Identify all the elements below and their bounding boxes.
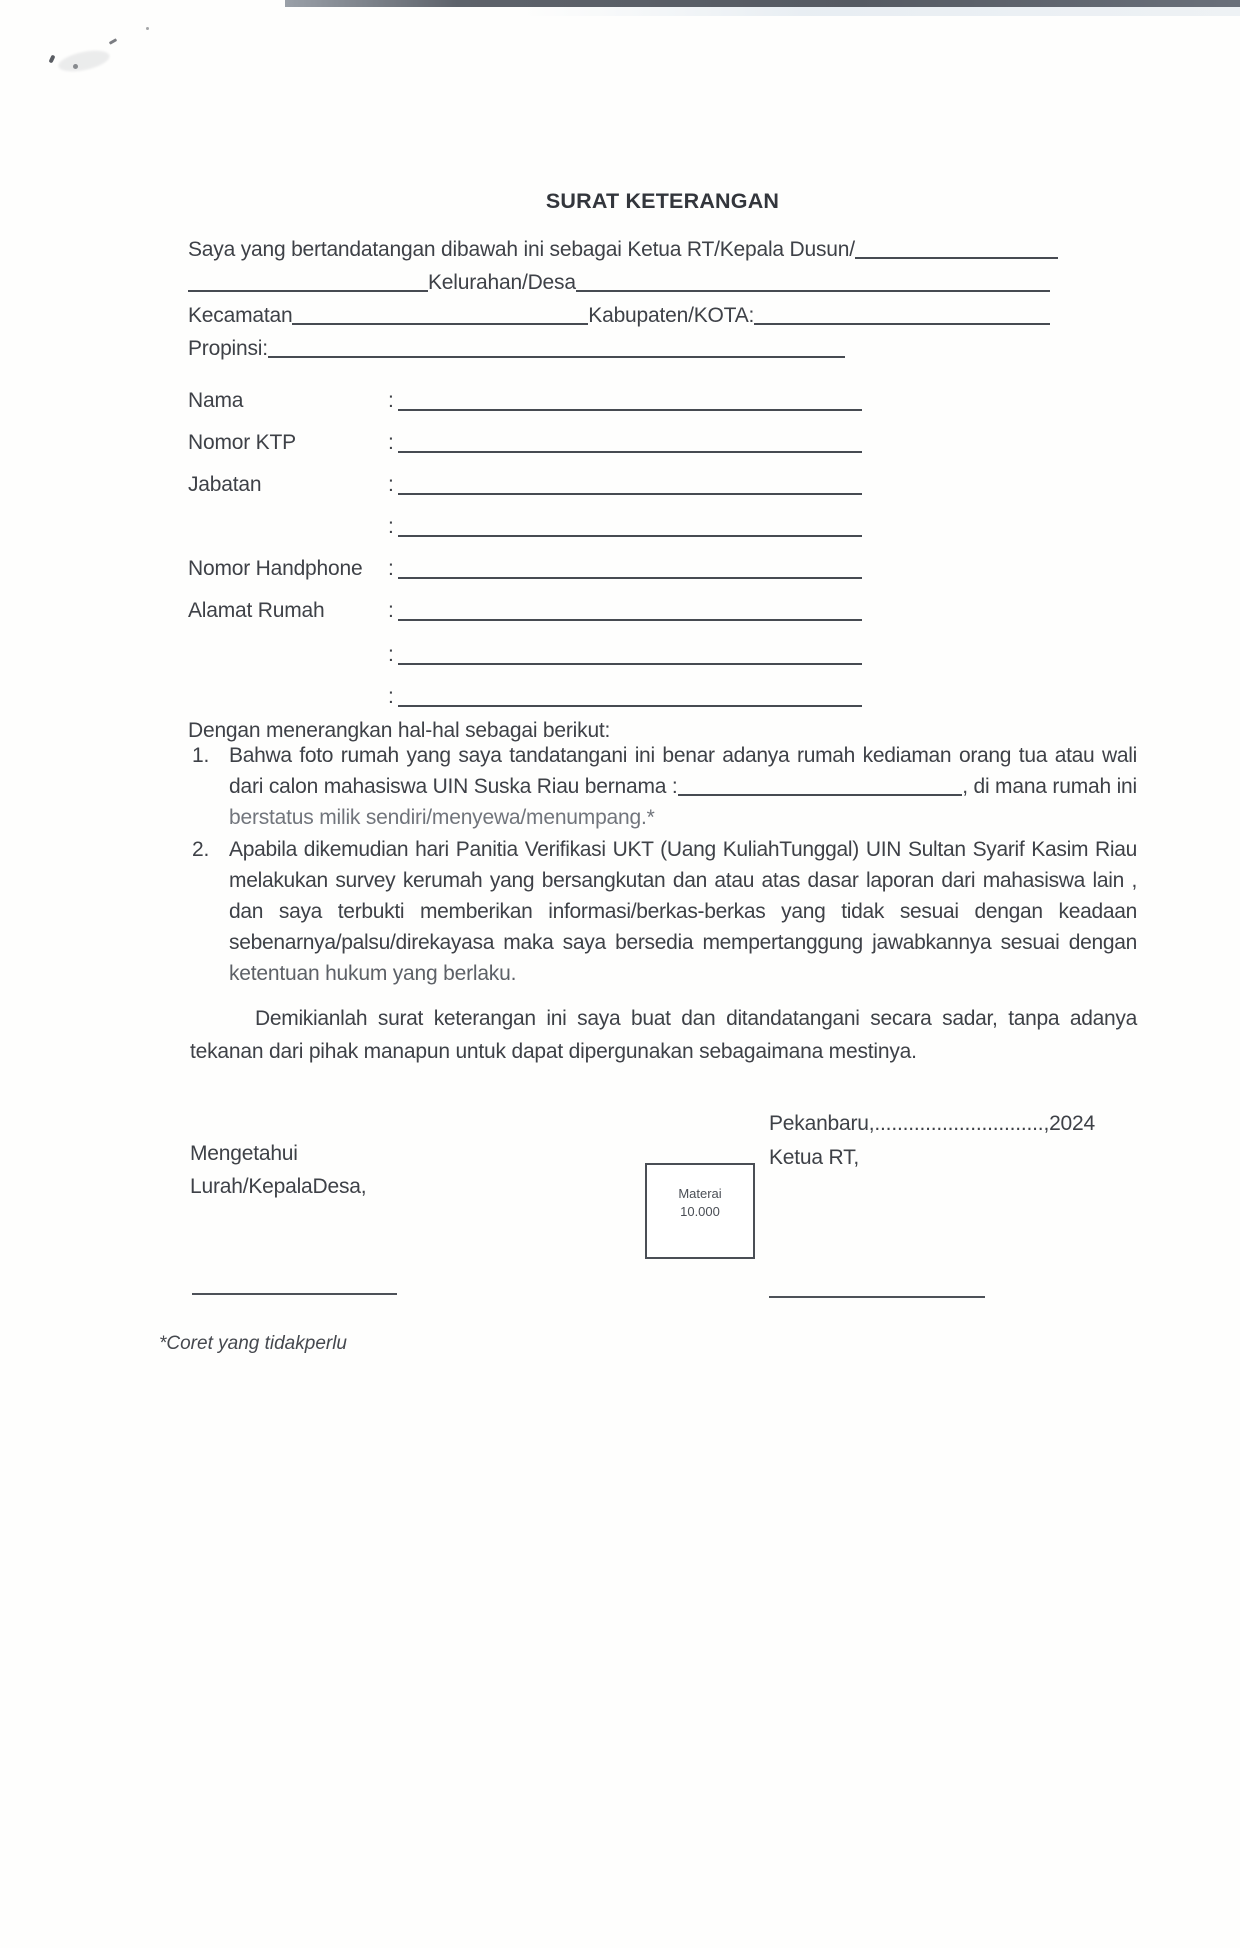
blank-line <box>398 492 862 495</box>
signature-line-right <box>769 1296 985 1298</box>
page-title: SURAT KETERANGAN <box>545 189 780 213</box>
item1-line2-suffix: , di mana rumah ini <box>962 775 1137 798</box>
signature-left-heading: Mengetahui <box>190 1142 298 1165</box>
ink-speck <box>109 38 117 45</box>
blank-line <box>398 534 862 537</box>
closing-line2: tekanan dari pihak manapun untuk dapat dipergunakan sebagaimana mestinya. <box>190 1040 917 1063</box>
statement-heading: Dengan menerangkan hal-hal sebagai berikut: <box>188 719 611 742</box>
blank-line <box>398 618 862 621</box>
field-row <box>388 513 862 540</box>
list-number-2: 2. <box>192 838 210 861</box>
materai-stamp-value: 10.000 <box>680 1204 720 1219</box>
field-label-jabatan: Jabatan <box>188 473 262 496</box>
field-row <box>388 555 862 582</box>
item1-line2 <box>229 773 1137 800</box>
colon: : <box>388 557 394 580</box>
blank-line <box>678 793 963 796</box>
colon: : <box>388 599 394 622</box>
signature-right-role: Ketua RT, <box>769 1146 860 1169</box>
blank-line <box>398 450 862 453</box>
field-row <box>388 641 862 668</box>
field-row <box>388 683 862 710</box>
item2-line4: sebenarnya/palsu/direkayasa maka saya bersedia mempertanggung jawabkannya sesuai dengan <box>229 931 1137 954</box>
intro-line-3 <box>188 302 1050 329</box>
blank-line <box>576 289 1050 292</box>
signature-line-left <box>192 1293 397 1295</box>
ink-smudge <box>57 47 112 75</box>
blank-line <box>398 662 862 665</box>
signature-place-date: Pekanbaru,..............................,2024 <box>769 1112 1095 1135</box>
intro-line-1 <box>188 236 1058 263</box>
intro-line-4 <box>188 335 845 362</box>
intro-line-2 <box>188 269 1050 296</box>
materai-stamp-box <box>645 1163 755 1259</box>
blank-line <box>855 256 1058 259</box>
field-label-alamat-rumah: Alamat Rumah <box>188 599 325 622</box>
blank-line <box>398 408 862 411</box>
intro-line-2-text: Kelurahan/Desa <box>428 271 576 294</box>
blank-line <box>188 289 428 292</box>
intro-line-1-text: Saya yang bertandatangan dibawah ini sebagai Ketua RT/Kepala Dusun/ <box>188 238 855 261</box>
colon: : <box>388 685 394 708</box>
closing-line1: Demikianlah surat keterangan ini saya buat dan ditandatangani secara sadar, tanpa adanya <box>255 1007 1137 1030</box>
field-row <box>388 597 862 624</box>
colon: : <box>388 473 394 496</box>
item1-line1: Bahwa foto rumah yang saya tandatangani ini benar adanya rumah kediaman orang tua atau wali <box>229 744 1137 767</box>
colon: : <box>388 389 394 412</box>
blank-line <box>398 704 862 707</box>
ink-speck <box>146 27 149 30</box>
ink-speck <box>48 55 55 64</box>
scanner-edge-bar <box>285 0 1240 7</box>
signature-left-role: Lurah/KepalaDesa, <box>190 1175 367 1198</box>
field-label-nomor-handphone: Nomor Handphone <box>188 557 363 580</box>
blank-line <box>754 322 1050 325</box>
colon: : <box>388 515 394 538</box>
item2-line2: melakukan survey kerumah yang bersangkutan dan atau atas dasar laporan dari mahasiswa lain , <box>229 869 1137 892</box>
scanner-haze <box>520 7 1240 16</box>
propinsi-label: Propinsi: <box>188 337 268 360</box>
materai-stamp-label: Materai <box>678 1186 722 1201</box>
item2-line3: dan saya terbukti memberikan informasi/berkas-berkas yang tidak sesuai dengan keadaan <box>229 900 1137 923</box>
field-row <box>388 387 862 414</box>
field-label-nomor-ktp: Nomor KTP <box>188 431 296 454</box>
item1-line2-prefix: dari calon mahasiswa UIN Suska Riau bernama : <box>229 775 678 798</box>
kecamatan-label: Kecamatan <box>188 304 293 327</box>
item1-line3: berstatus milik sendiri/menyewa/menumpang.* <box>229 806 655 829</box>
colon: : <box>388 643 394 666</box>
list-number-1: 1. <box>192 744 210 767</box>
blank-line <box>268 355 845 358</box>
item2-line5: ketentuan hukum yang berlaku. <box>229 962 517 985</box>
footnote: *Coret yang tidakperlu <box>159 1333 347 1354</box>
field-row <box>388 429 862 456</box>
kabupaten-label: Kabupaten/KOTA: <box>588 304 755 327</box>
field-row <box>388 471 862 498</box>
blank-line <box>292 322 588 325</box>
colon: : <box>388 431 394 454</box>
field-label-nama: Nama <box>188 389 244 412</box>
item2-line1: Apabila dikemudian hari Panitia Verifikasi UKT (Uang KuliahTunggal) UIN Sultan Syarif Kasim Riau <box>229 838 1137 861</box>
blank-line <box>398 576 862 579</box>
